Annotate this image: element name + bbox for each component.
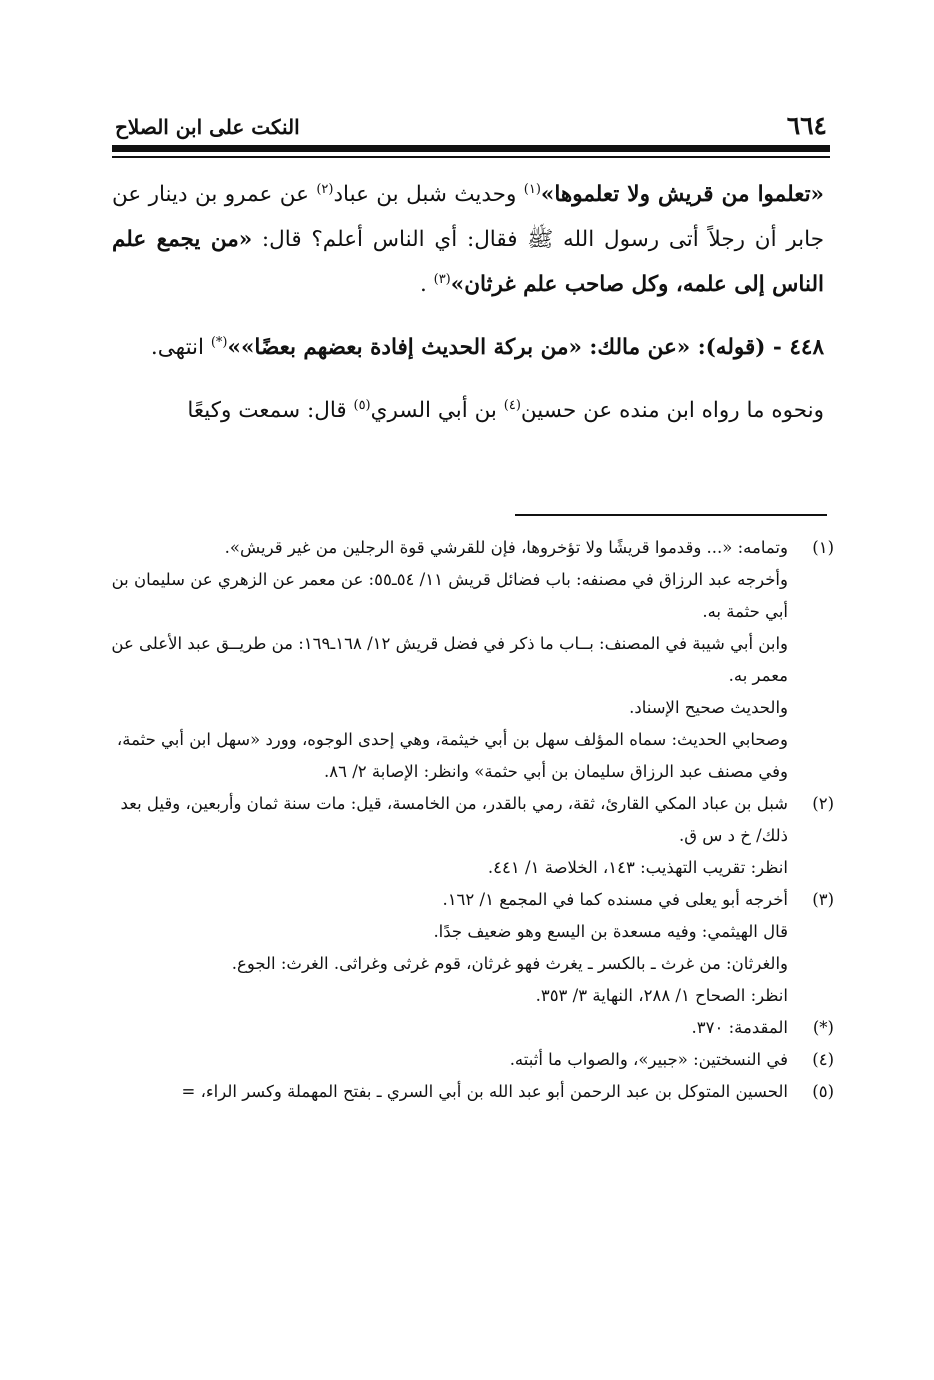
- footnote-star: [96, 1012, 834, 1044]
- header-rule-thick: [112, 145, 830, 152]
- footnote-line: والحديث صحيح الإسناد.: [629, 698, 788, 717]
- footnote-2: [96, 788, 834, 884]
- hadith-quote: «من يجمع علم الناس إلى علمه، وكل صاحب علم غرثان»: [112, 227, 824, 297]
- footnote-line: المقدمة: ٣٧٠.: [691, 1018, 788, 1037]
- footnote-number: (٣): [812, 890, 834, 909]
- paragraph-1: [112, 172, 824, 307]
- footnote-line: والغرثان: من غرث ـ بالكسر ـ يغرث فهو غرثان، قوم غرثى وغراثى. الغرث: الجوع.: [231, 954, 788, 973]
- footnote-1: [96, 532, 834, 788]
- footnote-line: وصحابي الحديث: سماه المؤلف سهل بن أبي خيثمة، وهي إحدى الوجوه، وورد «سهل ابن أبي حثمة، وفي مصنف عبد الرزاق سليمان بن أبي حثمة» وانظر: الإصابة ٢/ ٨٦.: [116, 730, 788, 781]
- footnote-5: [96, 1076, 834, 1108]
- paragraph-text: بن أبي السري: [370, 398, 504, 423]
- footnote-number: (١): [812, 538, 834, 557]
- footnote-number: (٤): [812, 1050, 834, 1069]
- section-heading: ٤٤٨ - (قوله): «عن مالك: «من بركة الحديث إفادة بعضهم بعضًا»»: [227, 335, 824, 360]
- footnotes: [96, 532, 834, 1108]
- main-text: [112, 172, 824, 433]
- footnote-number: (*): [812, 1018, 834, 1037]
- paragraph-text: .: [419, 272, 434, 297]
- footnote-line: قال الهيثمي: وفيه مسعدة بن اليسع وهو ضعيف جدًا.: [433, 922, 788, 941]
- footnote-ref-5: (٥): [353, 397, 371, 413]
- paragraph-2: [112, 325, 824, 370]
- footnote-4: [96, 1044, 834, 1076]
- paragraph-text: وحديث شبل بن عباد: [333, 182, 524, 207]
- header-rule-thin: [112, 156, 830, 158]
- footnote-3: [96, 884, 834, 1012]
- hadith-quote: «تعلموا من قريش ولا تعلموها»: [540, 182, 824, 207]
- footnote-ref-star: (*): [210, 334, 228, 350]
- paragraph-text: عن عمرو بن دينار عن جابر أن رجلاً أتى رسول الله ﷺ فقال: أي الناس أعلم؟ قال:: [112, 182, 824, 252]
- footnote-line: وتمامه: «... وقدموا قريشًا ولا تؤخروها، فإن للقرشي قوة الرجلين من غير قريش».: [224, 538, 788, 557]
- page-number: ٦٦٤: [786, 111, 827, 140]
- running-title: النكت على ابن الصلاح: [115, 115, 300, 139]
- footnote-line: شبل بن عباد المكي القارئ، ثقة، رمي بالقدر، من الخامسة، قيل: مات سنة ثمان وأربعين، وقيل بعد ذلك/ خ د س ق.: [120, 794, 788, 845]
- footnote-ref-1: (١): [523, 181, 541, 197]
- footnote-line: أخرجه أبو يعلى في مسنده كما في المجمع ١/ ١٦٢.: [442, 890, 788, 909]
- footnote-line: في النسختين: «جبير»، والصواب ما أثبته.: [509, 1050, 788, 1069]
- footnote-number: (٥): [812, 1082, 834, 1101]
- footnote-separator: [515, 514, 827, 516]
- footnote-ref-2: (٢): [316, 181, 334, 197]
- footnote-line: وابن أبي شيبة في المصنف: بــاب ما ذكر في فضل قريش ١٢/ ١٦٨ـ١٦٩: من طريــق عبد الأعلى عن معمر به.: [111, 634, 788, 685]
- footnote-number: (٢): [812, 794, 834, 813]
- footnote-ref-4: (٤): [503, 397, 521, 413]
- paragraph-3: [112, 388, 824, 433]
- footnote-line: انظر: الصحاح ١/ ٢٨٨، النهاية ٣/ ٣٥٣.: [535, 986, 788, 1005]
- footnote-line: الحسين المتوكل بن عبد الرحمن أبو عبد الله بن أبي السري ـ بفتح المهملة وكسر الراء، =: [181, 1082, 788, 1101]
- footnote-ref-3: (٣): [433, 271, 451, 287]
- paragraph-text: انتهى.: [150, 335, 211, 360]
- paragraph-text: ونحوه ما رواه ابن منده عن حسين: [520, 398, 824, 423]
- footnote-line: وأخرجه عبد الرزاق في مصنفه: باب فضائل قريش ١١/ ٥٤ـ٥٥: عن معمر عن الزهري عن سليمان بن أبي حثمة به.: [111, 570, 788, 621]
- footnote-line: انظر: تقريب التهذيب: ١٤٣، الخلاصة ١/ ٤٤١.: [487, 858, 788, 877]
- paragraph-text: قال: سمعت وكيعًا: [187, 398, 354, 423]
- page-header: [115, 112, 827, 140]
